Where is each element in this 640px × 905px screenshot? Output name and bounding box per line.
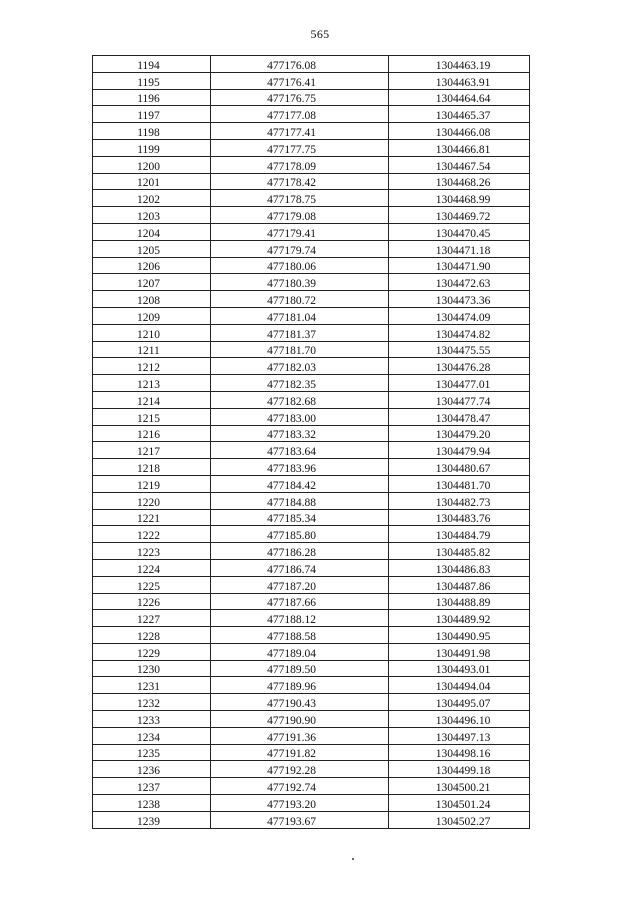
table-row — [93, 425, 530, 442]
x-coordinate-cell: 477178.75 — [211, 190, 389, 207]
y-coordinate-cell: 1304497.13 — [389, 727, 530, 744]
table-row — [93, 727, 530, 744]
point-number-cell: 1218 — [93, 459, 211, 476]
y-coordinate-cell: 1304487.86 — [389, 576, 530, 593]
x-coordinate-cell: 477193.20 — [211, 795, 389, 812]
y-coordinate-cell: 1304502.27 — [389, 811, 530, 828]
point-number-cell: 1194 — [93, 56, 211, 73]
table-row — [93, 56, 530, 73]
y-coordinate-cell: 1304468.99 — [389, 190, 530, 207]
table-row — [93, 274, 530, 291]
y-coordinate-cell: 1304489.92 — [389, 610, 530, 627]
coordinate-table — [92, 55, 530, 829]
y-coordinate-cell: 1304488.89 — [389, 593, 530, 610]
table-row — [93, 559, 530, 576]
table-row — [93, 207, 530, 224]
x-coordinate-cell: 477188.12 — [211, 610, 389, 627]
x-coordinate-cell: 477177.41 — [211, 123, 389, 140]
y-coordinate-cell: 1304494.04 — [389, 677, 530, 694]
page-number: 565 — [310, 27, 330, 41]
y-coordinate-cell: 1304481.70 — [389, 475, 530, 492]
point-number-cell: 1203 — [93, 207, 211, 224]
table-row — [93, 543, 530, 560]
x-coordinate-cell: 477182.03 — [211, 358, 389, 375]
y-coordinate-cell: 1304472.63 — [389, 274, 530, 291]
x-coordinate-cell: 477185.34 — [211, 509, 389, 526]
table-row — [93, 442, 530, 459]
x-coordinate-cell: 477180.72 — [211, 291, 389, 308]
point-number-cell: 1219 — [93, 475, 211, 492]
x-coordinate-cell: 477190.90 — [211, 711, 389, 728]
point-number-cell: 1212 — [93, 358, 211, 375]
x-coordinate-cell: 477189.96 — [211, 677, 389, 694]
x-coordinate-cell: 477184.42 — [211, 475, 389, 492]
y-coordinate-cell: 1304464.64 — [389, 89, 530, 106]
x-coordinate-cell: 477180.06 — [211, 257, 389, 274]
x-coordinate-cell: 477183.64 — [211, 442, 389, 459]
x-coordinate-cell: 477176.75 — [211, 89, 389, 106]
y-coordinate-cell: 1304479.20 — [389, 425, 530, 442]
y-coordinate-cell: 1304501.24 — [389, 795, 530, 812]
y-coordinate-cell: 1304490.95 — [389, 627, 530, 644]
point-number-cell: 1228 — [93, 627, 211, 644]
y-coordinate-cell: 1304498.16 — [389, 744, 530, 761]
point-number-cell: 1196 — [93, 89, 211, 106]
y-coordinate-cell: 1304463.91 — [389, 72, 530, 89]
table-row — [93, 795, 530, 812]
point-number-cell: 1199 — [93, 139, 211, 156]
point-number-cell: 1214 — [93, 391, 211, 408]
y-coordinate-cell: 1304479.94 — [389, 442, 530, 459]
x-coordinate-cell: 477186.28 — [211, 543, 389, 560]
x-coordinate-cell: 477189.04 — [211, 643, 389, 660]
y-coordinate-cell: 1304469.72 — [389, 207, 530, 224]
point-number-cell: 1220 — [93, 492, 211, 509]
table-row — [93, 89, 530, 106]
point-number-cell: 1204 — [93, 223, 211, 240]
table-row — [93, 139, 530, 156]
y-coordinate-cell: 1304471.18 — [389, 240, 530, 257]
x-coordinate-cell: 477191.82 — [211, 744, 389, 761]
y-coordinate-cell: 1304477.74 — [389, 391, 530, 408]
x-coordinate-cell: 477192.74 — [211, 778, 389, 795]
point-number-cell: 1216 — [93, 425, 211, 442]
table-row — [93, 576, 530, 593]
table-row — [93, 694, 530, 711]
x-coordinate-cell: 477176.41 — [211, 72, 389, 89]
point-number-cell: 1202 — [93, 190, 211, 207]
table-row — [93, 324, 530, 341]
point-number-cell: 1224 — [93, 559, 211, 576]
x-coordinate-cell: 477187.20 — [211, 576, 389, 593]
table-row — [93, 711, 530, 728]
x-coordinate-cell: 477190.43 — [211, 694, 389, 711]
x-coordinate-cell: 477179.41 — [211, 223, 389, 240]
x-coordinate-cell: 477185.80 — [211, 526, 389, 543]
table-row — [93, 123, 530, 140]
table-row — [93, 778, 530, 795]
y-coordinate-cell: 1304467.54 — [389, 156, 530, 173]
x-coordinate-cell: 477182.35 — [211, 375, 389, 392]
point-number-cell: 1205 — [93, 240, 211, 257]
table-row — [93, 240, 530, 257]
point-number-cell: 1206 — [93, 257, 211, 274]
point-number-cell: 1201 — [93, 173, 211, 190]
point-number-cell: 1197 — [93, 106, 211, 123]
y-coordinate-cell: 1304473.36 — [389, 291, 530, 308]
table-row — [93, 475, 530, 492]
point-number-cell: 1232 — [93, 694, 211, 711]
table-row — [93, 173, 530, 190]
table-row — [93, 391, 530, 408]
point-number-cell: 1227 — [93, 610, 211, 627]
table-row — [93, 610, 530, 627]
x-coordinate-cell: 477188.58 — [211, 627, 389, 644]
x-coordinate-cell: 477183.32 — [211, 425, 389, 442]
point-number-cell: 1222 — [93, 526, 211, 543]
point-number-cell: 1234 — [93, 727, 211, 744]
y-coordinate-cell: 1304478.47 — [389, 408, 530, 425]
point-number-cell: 1198 — [93, 123, 211, 140]
point-number-cell: 1231 — [93, 677, 211, 694]
point-number-cell: 1200 — [93, 156, 211, 173]
point-number-cell: 1233 — [93, 711, 211, 728]
y-coordinate-cell: 1304465.37 — [389, 106, 530, 123]
point-number-cell: 1236 — [93, 761, 211, 778]
x-coordinate-cell: 477187.66 — [211, 593, 389, 610]
point-number-cell: 1239 — [93, 811, 211, 828]
x-coordinate-cell: 477176.08 — [211, 56, 389, 73]
table-row — [93, 459, 530, 476]
table-row — [93, 291, 530, 308]
x-coordinate-cell: 477179.74 — [211, 240, 389, 257]
table-row — [93, 643, 530, 660]
coordinate-table-body — [93, 56, 530, 829]
y-coordinate-cell: 1304468.26 — [389, 173, 530, 190]
table-row — [93, 223, 530, 240]
point-number-cell: 1211 — [93, 341, 211, 358]
y-coordinate-cell: 1304474.82 — [389, 324, 530, 341]
table-row — [93, 526, 530, 543]
point-number-cell: 1238 — [93, 795, 211, 812]
table-row — [93, 660, 530, 677]
y-coordinate-cell: 1304486.83 — [389, 559, 530, 576]
x-coordinate-cell: 477183.96 — [211, 459, 389, 476]
table-row — [93, 593, 530, 610]
point-number-cell: 1229 — [93, 643, 211, 660]
x-coordinate-cell: 477177.08 — [211, 106, 389, 123]
x-coordinate-cell: 477181.37 — [211, 324, 389, 341]
x-coordinate-cell: 477178.42 — [211, 173, 389, 190]
x-coordinate-cell: 477192.28 — [211, 761, 389, 778]
y-coordinate-cell: 1304476.28 — [389, 358, 530, 375]
footer-mark — [352, 858, 354, 860]
x-coordinate-cell: 477184.88 — [211, 492, 389, 509]
table-row — [93, 492, 530, 509]
x-coordinate-cell: 477178.09 — [211, 156, 389, 173]
point-number-cell: 1217 — [93, 442, 211, 459]
table-row — [93, 811, 530, 828]
y-coordinate-cell: 1304491.98 — [389, 643, 530, 660]
point-number-cell: 1209 — [93, 307, 211, 324]
table-row — [93, 408, 530, 425]
table-row — [93, 761, 530, 778]
table-row — [93, 72, 530, 89]
point-number-cell: 1226 — [93, 593, 211, 610]
x-coordinate-cell: 477181.70 — [211, 341, 389, 358]
x-coordinate-cell: 477177.75 — [211, 139, 389, 156]
point-number-cell: 1235 — [93, 744, 211, 761]
x-coordinate-cell: 477189.50 — [211, 660, 389, 677]
table-row — [93, 627, 530, 644]
y-coordinate-cell: 1304483.76 — [389, 509, 530, 526]
y-coordinate-cell: 1304485.82 — [389, 543, 530, 560]
x-coordinate-cell: 477180.39 — [211, 274, 389, 291]
y-coordinate-cell: 1304470.45 — [389, 223, 530, 240]
table-row — [93, 358, 530, 375]
y-coordinate-cell: 1304482.73 — [389, 492, 530, 509]
point-number-cell: 1210 — [93, 324, 211, 341]
table-row — [93, 341, 530, 358]
y-coordinate-cell: 1304474.09 — [389, 307, 530, 324]
point-number-cell: 1207 — [93, 274, 211, 291]
y-coordinate-cell: 1304493.01 — [389, 660, 530, 677]
x-coordinate-cell: 477193.67 — [211, 811, 389, 828]
point-number-cell: 1225 — [93, 576, 211, 593]
x-coordinate-cell: 477191.36 — [211, 727, 389, 744]
point-number-cell: 1208 — [93, 291, 211, 308]
point-number-cell: 1237 — [93, 778, 211, 795]
table-row — [93, 677, 530, 694]
y-coordinate-cell: 1304475.55 — [389, 341, 530, 358]
x-coordinate-cell: 477182.68 — [211, 391, 389, 408]
y-coordinate-cell: 1304463.19 — [389, 56, 530, 73]
table-row — [93, 375, 530, 392]
y-coordinate-cell: 1304496.10 — [389, 711, 530, 728]
y-coordinate-cell: 1304499.18 — [389, 761, 530, 778]
y-coordinate-cell: 1304466.08 — [389, 123, 530, 140]
table-row — [93, 156, 530, 173]
x-coordinate-cell: 477186.74 — [211, 559, 389, 576]
table-row — [93, 190, 530, 207]
point-number-cell: 1223 — [93, 543, 211, 560]
point-number-cell: 1213 — [93, 375, 211, 392]
x-coordinate-cell: 477183.00 — [211, 408, 389, 425]
y-coordinate-cell: 1304466.81 — [389, 139, 530, 156]
y-coordinate-cell: 1304471.90 — [389, 257, 530, 274]
y-coordinate-cell: 1304500.21 — [389, 778, 530, 795]
table-row — [93, 106, 530, 123]
y-coordinate-cell: 1304484.79 — [389, 526, 530, 543]
table-row — [93, 509, 530, 526]
y-coordinate-cell: 1304477.01 — [389, 375, 530, 392]
y-coordinate-cell: 1304495.07 — [389, 694, 530, 711]
table-row — [93, 257, 530, 274]
table-row — [93, 307, 530, 324]
point-number-cell: 1221 — [93, 509, 211, 526]
x-coordinate-cell: 477181.04 — [211, 307, 389, 324]
point-number-cell: 1230 — [93, 660, 211, 677]
x-coordinate-cell: 477179.08 — [211, 207, 389, 224]
y-coordinate-cell: 1304480.67 — [389, 459, 530, 476]
point-number-cell: 1215 — [93, 408, 211, 425]
point-number-cell: 1195 — [93, 72, 211, 89]
table-row — [93, 744, 530, 761]
